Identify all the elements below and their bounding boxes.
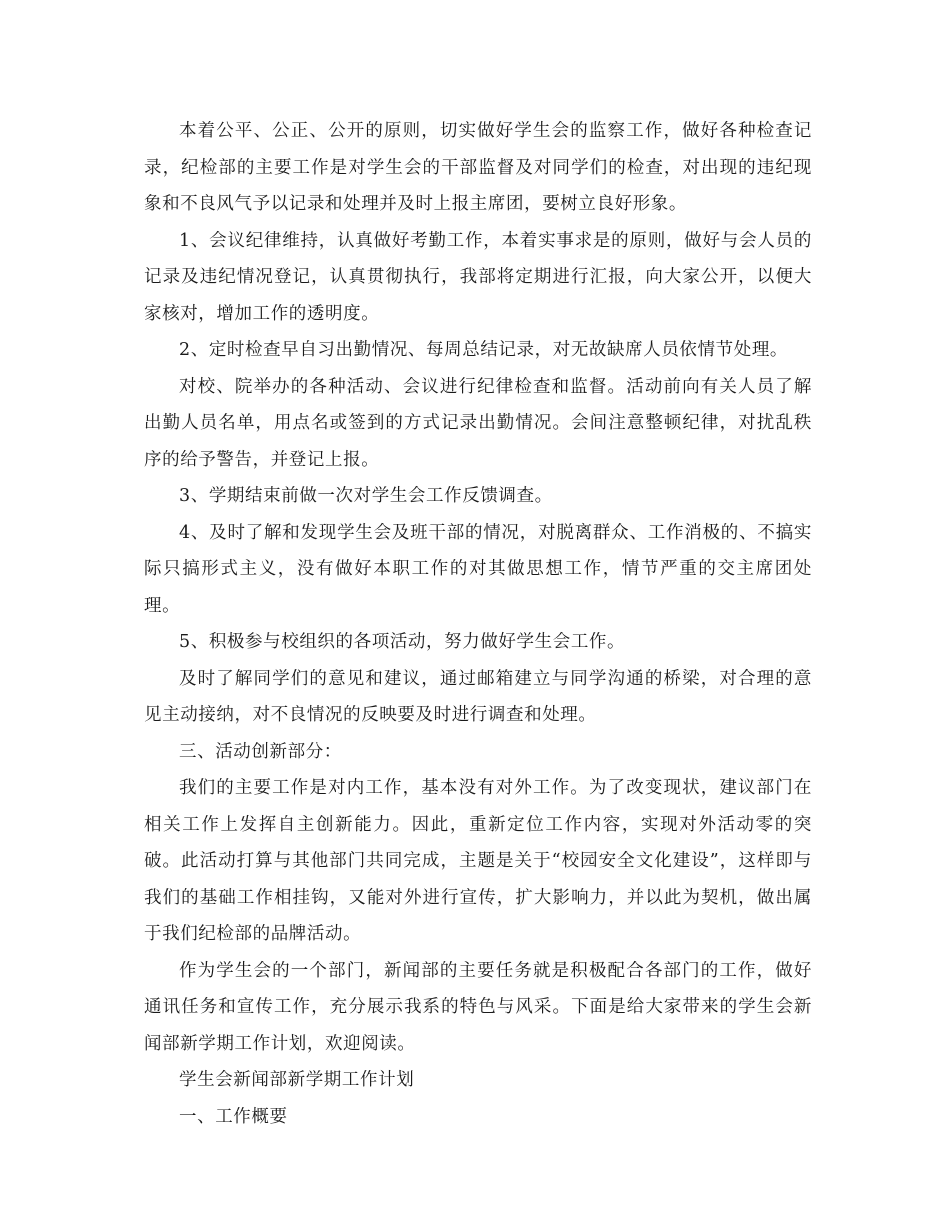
paragraph-item-4: 4、及时了解和发现学生会及班干部的情况，对脱离群众、工作消极的、不搞实际只搞形式主义，没有做好本职工作的对其做思想工作，情节严重的交主席团处理。 xyxy=(144,522,812,616)
document-page xyxy=(144,113,812,1135)
paragraph-item-2: 2、定时检查早自习出勤情况、每周总结记录，对无故缺席人员依情节处理。 xyxy=(179,340,789,360)
paragraph-feedback: 及时了解同学们的意见和建议，通过邮箱建立与同学沟通的桥梁，对合理的意见主动接纳，对不良情况的反映要及时进行调查和处理。 xyxy=(144,668,812,725)
paragraph-item-1: 1、会议纪律维持，认真做好考勤工作，本着实事求是的原则，做好与会人员的记录及违纪情况登记，认真贯彻执行，我部将定期进行汇报，向大家公开，以便大家核对，增加工作的透明度。 xyxy=(144,230,812,324)
paragraph-news-dept: 作为学生会的一个部门，新闻部的主要任务就是积极配合各部门的工作，做好通讯任务和宣传工作，充分展示我系的特色与风采。下面是给大家带来的学生会新闻部新学期工作计划，欢迎阅读。 xyxy=(144,960,812,1054)
paragraph-supervision: 对校、院举办的各种活动、会议进行纪律检查和监督。活动前向有关人员了解出勤人员名单，用点名或签到的方式记录出勤情况。会间注意整顿纪律，对扰乱秩序的给予警告，并登记上报。 xyxy=(144,376,812,470)
section-heading-innovation: 三、活动创新部分： xyxy=(179,741,342,762)
paragraph-item-5: 5、积极参与校组织的各项活动，努力做好学生会工作。 xyxy=(179,632,626,652)
paragraph-intro: 本着公平、公正、公开的原则，切实做好学生会的监察工作，做好各种检查记录，纪检部的主要工作是对学生会的干部监督及对同学们的检查，对出现的违纪现象和不良风气予以记录和处理并及时上报主席团，要树立良好形象。 xyxy=(144,121,812,214)
document-subtitle: 学生会新闻部新学期工作计划 xyxy=(179,1070,415,1090)
paragraph-innovation: 我们的主要工作是对内工作，基本没有对外工作。为了改变现状，建议部门在相关工作上发挥自主创新能力。因此，重新定位工作内容，实现对外活动零的突破。此活动打算与其他部门共同完成，主题是关于“校园安全文化建设”，这样即与我们的基础工作相挂钩，又能对外进行宣传，扩大影响力，并以此为契机，做出属于我们纪检部的品牌活动。 xyxy=(144,778,812,944)
paragraph-item-3: 3、学期结束前做一次对学生会工作反馈调查。 xyxy=(179,486,553,506)
section-heading-overview: 一、工作概要 xyxy=(179,1106,288,1127)
